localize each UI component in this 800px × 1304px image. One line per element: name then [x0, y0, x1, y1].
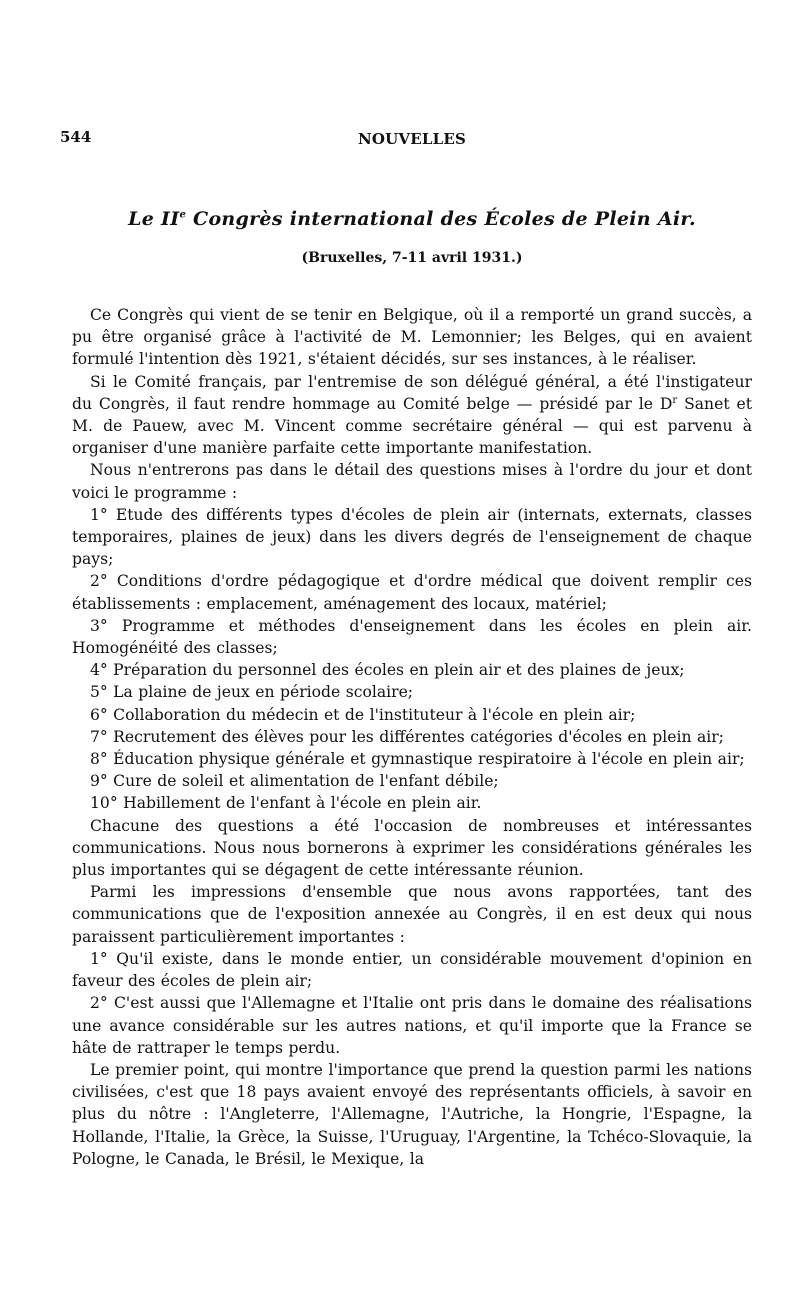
list-item: 10° Habillement de l'enfant à l'école en plein air. [90, 794, 482, 813]
page-number: 544 [60, 128, 92, 146]
paragraph: Ce Congrès qui vient de se tenir en Belgique, où il a remporté un grand succès, a pu être organisé grâce à l'activité de M. Lemonnier; les Belges, qui en avaient formulé l'intention dès 1921, s'étaient décidés, sur ses instances, à le réaliser. [72, 306, 752, 369]
list-item: 1° Qu'il existe, dans le monde entier, un considérable mouvement d'opinion en faveur des écoles de plein air; [72, 949, 752, 991]
list-item: 2° C'est aussi que l'Allemagne et l'Italie ont pris dans le domaine des réalisations une avance considérable sur les autres nations, et qu'il importe que la France se hâte de rattraper le temps perdu. [72, 994, 752, 1057]
paragraph: Chacune des questions a été l'occasion de nombreuses et intéressantes communications. Nous nous bornerons à exprimer les considérations générales les plus importantes qui se dégagent de cette intéressante réunion. [72, 816, 752, 880]
article-title-superscript: e [179, 209, 187, 221]
list-item: 6° Collaboration du médecin et de l'instituteur à l'école en plein air; [90, 705, 636, 724]
paragraph-superscript: r [672, 394, 678, 406]
article-title-prefix: Le II [128, 208, 180, 230]
paragraph-text: Sanet et M. de Pauew, avec M. Vincent comme secrétaire général — qui est parvenu à organiser d'une manière parfaite cette importante manifestation. [72, 394, 752, 458]
running-head [60, 128, 752, 162]
paragraph-text: Si le Comité français, par l'entremise de son délégué général, a été l'instigateur du Congrès, il faut rendre hommage au Comité belge — présidé par le D [72, 372, 752, 413]
list-item: 2° Conditions d'ordre pédagogique et d'ordre médical que doivent remplir ces établissements : emplacement, aménagement des locaux, matériel; [72, 572, 752, 613]
section-title: NOUVELLES [357, 130, 467, 148]
article-title-rest: Congrès international des Écoles de Plein Air. [186, 208, 696, 230]
paragraph: Le premier point, qui montre l'importance que prend la question parmi les nations civilisées, c'est que 18 pays avaient envoyé des représentants officiels, à savoir en plus du nôtre : l'Angleterre, l'Allemagne, l'Autriche, la Hongrie, l'Espagne, la Hollande, l'Italie, la Grèce, la Suisse, l'Uruguay, l'Argentine, la Tchéco-Slovaquie, la Pologne, le Canada, le Brésil, le Mexique, la [72, 1060, 752, 1168]
list-item: 8° Éducation physique générale et gymnastique respiratoire à l'école en plein air; [90, 750, 745, 769]
paragraph: Nous n'entrerons pas dans le détail des questions mises à l'ordre du jour et dont voici le programme : [72, 461, 752, 502]
list-item: 5° La plaine de jeux en période scolaire; [90, 683, 414, 702]
list-item: 4° Préparation du personnel des écoles en plein air et des plaines de jeux; [90, 661, 685, 680]
document-page [60, 128, 752, 1170]
article-title [72, 208, 752, 230]
list-item: 3° Programme et méthodes d'enseignement dans les écoles en plein air. Homogénéité des classes; [72, 616, 752, 658]
article-body [72, 304, 752, 1170]
paragraph [72, 371, 752, 460]
paragraph: Parmi les impressions d'ensemble que nous avons rapportées, tant des communications que de l'exposition annexée au Congrès, il en est deux qui nous paraissent particulièrement importantes : [72, 883, 752, 946]
list-item: 1° Etude des différents types d'écoles de plein air (internats, externats, classes temporaires, plaines de jeux) dans les divers degrés de l'enseignement de chaque pays; [72, 505, 752, 569]
list-item: 9° Cure de soleil et alimentation de l'enfant débile; [90, 772, 499, 791]
list-item: 7° Recrutement des élèves pour les différentes catégories d'écoles en plein air; [90, 727, 724, 746]
article-subtitle: (Bruxelles, 7-11 avril 1931.) [301, 250, 523, 266]
